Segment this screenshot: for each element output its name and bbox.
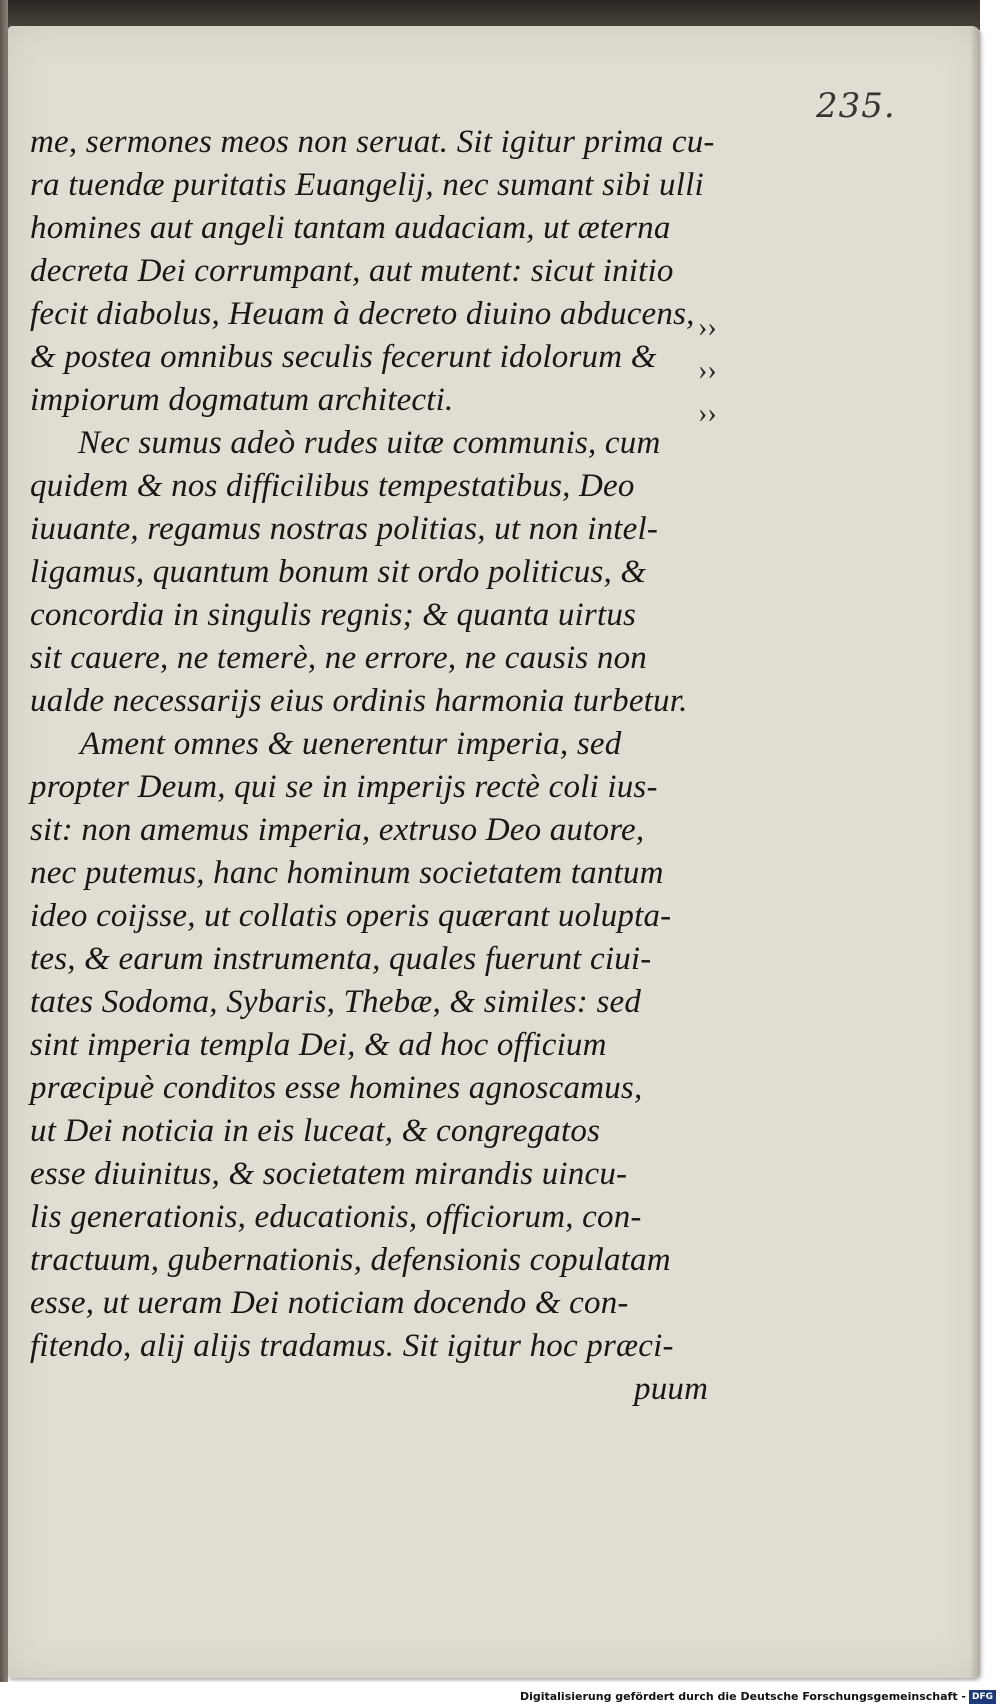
text-line: sit cauere, ne temerè, ne errore, ne causis non (30, 640, 647, 676)
text-line: concordia in singulis regnis; & quanta uirtus (30, 597, 637, 633)
text-line: quidem & nos difficilibus tempestatibus, Deo (30, 468, 635, 504)
text-line: propter Deum, qui se in imperijs rectè coli ius- (30, 769, 658, 805)
catchword: puum (634, 1371, 709, 1407)
text-line: decreta Dei corrumpant, aut mutent: sicut initio (30, 253, 674, 289)
text-line: ligamus, quantum bonum sit ordo politicus, & (30, 554, 647, 590)
text-line: me, sermones meos non seruat. Sit igitur prima cu- (30, 124, 715, 160)
scan-right-margin (980, 0, 1000, 1682)
text-line: esse diuinitus, & societatem mirandis uincu- (30, 1156, 628, 1192)
text-line: ualde necessarijs eius ordinis harmonia turbetur. (30, 683, 688, 719)
text-line: sint imperia templa Dei, & ad hoc officium (30, 1027, 607, 1063)
text-line: Nec sumus adeò rudes uitæ communis, cum (78, 425, 661, 461)
text-line: homines aut angeli tantam audaciam, ut æterna (30, 210, 671, 246)
text-line: Ament omnes & uenerentur imperia, sed (80, 726, 622, 762)
text-line: fitendo, alij alijs tradamus. Sit igitur hoc præci- (30, 1328, 674, 1364)
text-line: fecit diabolus, Heuam à decreto diuino abducens, (30, 296, 695, 332)
text-line: tates Sodoma, Sybaris, Thebæ, & similes: sed (30, 984, 642, 1020)
text-line: & postea omnibus seculis fecerunt idolorum & (30, 339, 657, 375)
page-number: 235. (816, 86, 896, 126)
dfg-logo: DFG (969, 1690, 996, 1704)
text-line: nec putemus, hanc hominum societatem tantum (30, 855, 664, 891)
text-line: ideo coijsse, ut collatis operis quærant uolupta- (30, 898, 672, 934)
margin-mark: ›› (698, 312, 717, 343)
book-page (8, 26, 980, 1678)
text-line: esse, ut ueram Dei noticiam docendo & con- (30, 1285, 629, 1321)
text-line: tes, & earum instrumenta, quales fuerunt ciui- (30, 941, 652, 977)
text-line: ut Dei noticia in eis luceat, & congregatos (30, 1113, 601, 1149)
text-line: ra tuendæ puritatis Euangelij, nec sumant sibi ulli (30, 167, 704, 203)
margin-mark: ›› (698, 355, 717, 386)
text-line: lis generationis, educationis, officiorum, con- (30, 1199, 642, 1235)
text-line: sit: non amemus imperia, extruso Deo autore, (30, 812, 645, 848)
text-line: impiorum dogmatum architecti. (30, 382, 454, 418)
text-line: iuuante, regamus nostras politias, ut non intel- (30, 511, 659, 547)
text-line: præcipuè conditos esse homines agnoscamus, (30, 1070, 643, 1106)
margin-mark: ›› (698, 398, 717, 429)
marginal-quote-marks (698, 312, 717, 441)
funding-credit: Digitalisierung gefördert durch die Deutsche Forschungsgemeinschaft - (519, 1690, 966, 1703)
text-line: tractuum, gubernationis, defensionis copulatam (30, 1242, 671, 1278)
book-spine-edge (0, 0, 8, 1682)
digitization-footer (0, 1682, 1000, 1708)
